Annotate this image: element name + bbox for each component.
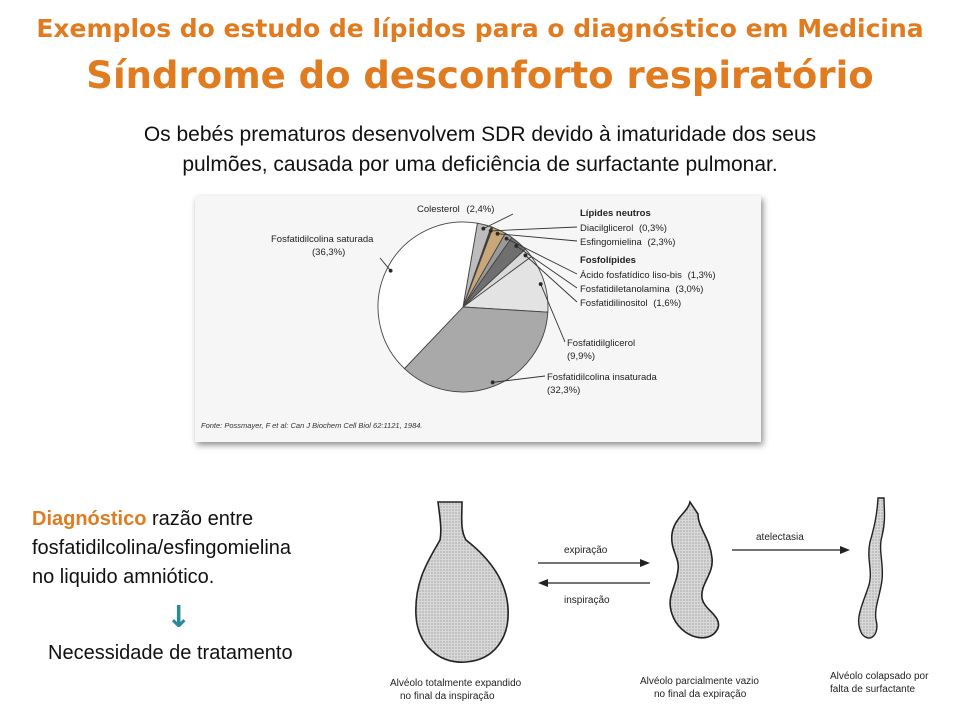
intro-text [80, 120, 880, 180]
slice-value-fosfatidilinositol: (1,6%) [653, 298, 682, 309]
label-atelectasia: atelectasia [756, 532, 804, 543]
caption-expanded-1: Alvéolo totalmente expandido [390, 678, 522, 689]
slice-label-fosfatidilinositol [580, 298, 681, 309]
slice-name-acido-fosfatidico: Ácido fosfatídico liso-bis [580, 270, 682, 281]
pie-slices [378, 222, 548, 392]
leader-dot-diacilglicerol [489, 229, 492, 232]
arrow-inspiracao [538, 579, 650, 587]
slice-value-colesterol: (2,4%) [466, 204, 495, 215]
slice-name-diacilglicerol: Diacilglicerol [580, 223, 634, 234]
caption-partial-1: Alvéolo parcialmente vazio [640, 676, 759, 687]
slice-value-fosfatidilglicerol: (9,9%) [567, 351, 595, 362]
slice-name-fosfatidilcolina-saturada: Fosfatidilcolina saturada [271, 234, 374, 245]
pie-chart [195, 196, 761, 442]
leader-line-diacilglicerol [491, 227, 577, 231]
leader-dot-fosfatidilcolina-insaturada [491, 381, 494, 384]
alveoli-svg [380, 488, 940, 718]
slice-value-fosfatidilcolina-saturada: (36,3%) [312, 247, 346, 258]
slide-subtitle: Síndrome do desconforto respiratório [86, 54, 874, 97]
leader-dot-fosfatidilinositol [524, 254, 527, 257]
diagnosis-label: Diagnóstico [32, 508, 147, 530]
slice-label-fosfatidiletanolamina [580, 284, 703, 295]
down-arrow-icon: ↓ [166, 600, 192, 635]
treatment-need: Necessidade de tratamento [48, 642, 293, 664]
slice-value-acido-fosfatidico: (1,3%) [687, 270, 716, 281]
intro-line-2: pulmões, causada por uma deficiência de surfactante pulmonar. [182, 153, 778, 176]
leader-dot-fosfatidiletanolamina [515, 245, 518, 248]
slice-name-fosfatidilglicerol: Fosfatidilglicerol [567, 338, 636, 349]
slice-label-esfingomielina [580, 237, 675, 248]
slice-name-colesterol: Colesterol [417, 204, 460, 215]
label-inspiracao: inspiração [564, 595, 610, 606]
slice-name-fosfatidilinositol: Fosfatidilinositol [580, 298, 648, 309]
slice-value-fosfatidilcolina-insaturada: (32,3%) [547, 385, 581, 396]
pie-chart-panel [195, 196, 761, 442]
arrow-expiracao [538, 559, 650, 567]
intro-line-1: Os bebés prematuros desenvolvem SDR devido à imaturidade dos seus [143, 123, 817, 146]
alveolus-expanded [416, 502, 508, 662]
slice-name-fosfatidilcolina-insaturada: Fosfatidilcolina insaturada [547, 372, 657, 383]
caption-collapsed-2: falta de surfactante [830, 684, 916, 695]
alveolus-partial [670, 502, 718, 638]
caption-collapsed-1: Alvéolo colapsado por [830, 671, 929, 682]
slice-label-acido-fosfatidico [580, 270, 716, 281]
leader-dot-esfingomielina [496, 232, 499, 235]
caption-partial-2: no final da expiração [654, 689, 747, 700]
slice-name-fosfatidiletanolamina: Fosfatidiletanolamina [580, 284, 670, 295]
label-expiracao: expiração [564, 545, 608, 556]
diagnosis-line-1 [32, 505, 372, 534]
arrow-atelectasia [732, 546, 850, 554]
header-fosfolipides: Fosfolípides [580, 255, 636, 266]
alveolus-collapsed [859, 498, 885, 638]
header-lipidos-neutros: Lípides neutros [580, 208, 651, 219]
leader-dot-colesterol [482, 227, 485, 230]
slice-value-fosfatidiletanolamina: (3,0%) [675, 284, 704, 295]
slice-name-esfingomielina: Esfingomielina [580, 237, 642, 248]
diagnosis-text-1: razão entre [146, 508, 254, 530]
diagnosis-line-3: no liquido amniótico. [32, 566, 215, 588]
leader-line-colesterol [483, 214, 513, 229]
leader-dot-fosfatidilglicerol [539, 283, 542, 286]
leader-dot-fosfatidilcolina-saturada [389, 269, 392, 272]
slice-value-esfingomielina: (2,3%) [647, 237, 676, 248]
slice-value-diacilglicerol: (0,3%) [638, 223, 667, 234]
slice-label-diacilglicerol [580, 223, 667, 234]
diagnosis-text [32, 505, 372, 592]
caption-expanded-2: no final da inspiração [400, 691, 495, 702]
leader-dot--cido-fosfat-dico-liso-bis [505, 237, 508, 240]
chart-source: Fonte: Possmayer, F et al: Can J Biochem Cell Biol 62:1121, 1984. [201, 421, 423, 430]
slice-label-colesterol [417, 204, 494, 215]
slide-title: Exemplos do estudo de lípidos para o diagnóstico em Medicina [36, 14, 924, 43]
diagnosis-line-2: fosfatidilcolina/esfingomielina [32, 537, 292, 559]
